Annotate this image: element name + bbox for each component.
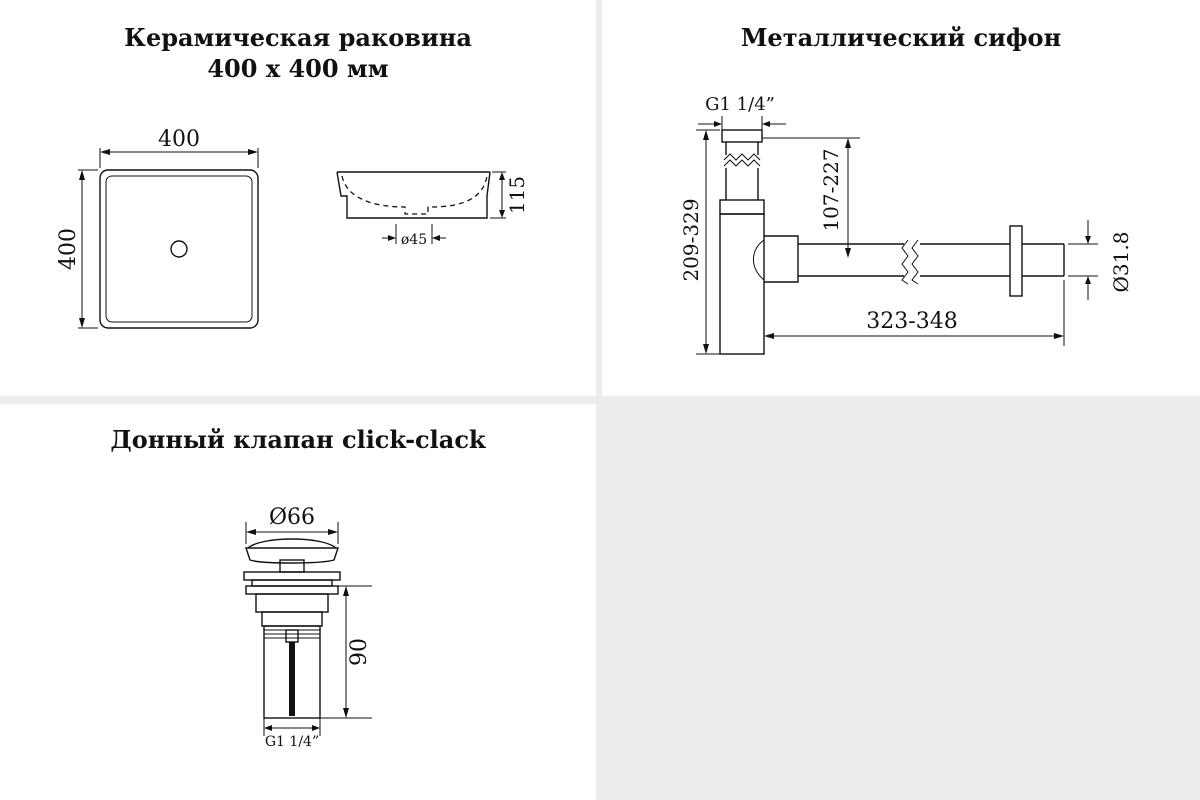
empty-panel xyxy=(602,404,1200,800)
siphon-title: Металлический сифон xyxy=(740,23,1062,52)
siphon-outlet-pipe xyxy=(798,226,1064,296)
sink-top-outline xyxy=(100,170,258,328)
valve-body xyxy=(244,539,340,626)
sink-width-label: 400 xyxy=(158,127,200,152)
sink-panel xyxy=(0,0,596,396)
siphon-height-range-label: 209-329 xyxy=(679,198,703,282)
valve-drawing xyxy=(0,404,596,800)
siphon-wall-flange xyxy=(1010,226,1022,296)
sink-side-view xyxy=(337,172,490,218)
sink-drain-label: ø45 xyxy=(400,232,428,248)
valve-panel xyxy=(0,404,596,800)
siphon-drawing xyxy=(602,0,1200,396)
valve-cap-diameter-label: Ø66 xyxy=(268,505,316,530)
sink-depth-label: 115 xyxy=(505,175,529,215)
sink-title-line1: Керамическая раковина xyxy=(124,23,472,52)
siphon-pipe-diameter-label: Ø31.8 xyxy=(1109,231,1133,293)
siphon-length-label: 323-348 xyxy=(866,309,958,334)
valve-title: Донный клапан click-clack xyxy=(110,425,486,454)
valve-height-label: 90 xyxy=(347,638,372,666)
siphon-thread-label: G1 1/4” xyxy=(705,94,775,115)
sink-height-label: 400 xyxy=(56,228,81,270)
sink-title-line2: 400 x 400 мм xyxy=(207,54,389,83)
sink-drain-hole xyxy=(171,241,187,257)
sink-drawing xyxy=(0,0,596,396)
valve-threaded-stem xyxy=(264,626,320,718)
sink-top-inner xyxy=(106,176,252,322)
siphon-panel xyxy=(602,0,1200,396)
siphon-outlet-height-label: 107-227 xyxy=(819,148,843,232)
siphon-body xyxy=(720,130,798,354)
valve-thread-label: G1 1/4” xyxy=(264,734,320,750)
